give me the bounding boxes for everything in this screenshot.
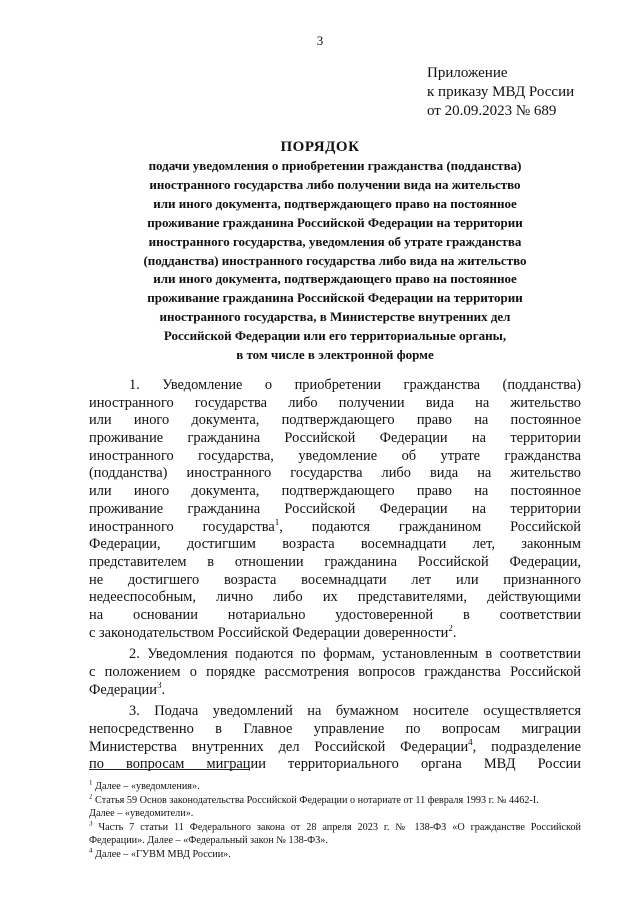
body-line: или иного документа, подтверждающего право на постоянное (89, 412, 581, 429)
subtitle-line: иностранного государства либо получении вида на жительство (149, 176, 521, 192)
subtitle-line: иностранного государства, уведомления об утрате гражданства (148, 233, 522, 249)
body-line: проживание гражданина Российской Федерации на территории (89, 430, 581, 447)
subtitle-line: проживание гражданина Российской Федерации на территории (147, 214, 523, 230)
footnote-text: Федерации». Далее – «Федеральный закон № 138-ФЗ». (89, 835, 328, 846)
footnote (89, 794, 581, 808)
document-body (89, 377, 581, 774)
subtitle-line: проживание гражданина Российской Федерации на территории (147, 290, 523, 306)
body-line: с положением о порядке рассмотрения вопросов гражданства Российской (89, 664, 581, 680)
body-text: Министерства внутренних дел Российской Федерации (89, 738, 469, 755)
body-line (89, 739, 581, 757)
body-line: по вопросам миграции территориального органа МВД России (89, 756, 581, 773)
body-line: представителем в отношении гражданина Российской Федерации, (89, 553, 581, 570)
page-number: 3 (316, 33, 324, 48)
body-text: , подразделение (472, 738, 581, 755)
subtitle-line: иностранного государства, в Министерстве внутренних дел (159, 309, 511, 325)
paragraph-2 (89, 646, 581, 699)
document-subtitle (75, 157, 595, 365)
footnote-text: Далее – «уведомления». (95, 781, 200, 792)
document-title: ПОРЯДОК (280, 139, 360, 155)
footnotes (89, 780, 581, 861)
body-line: недееспособным, лично либо их представителями, действующими (89, 589, 581, 606)
subtitle-line: в том числе в электронной форме (236, 347, 434, 363)
body-line: проживание гражданина Российской Федерации на территории (89, 500, 581, 517)
paragraph-3 (89, 703, 581, 774)
body-line: на основании нотариально удостоверенной в соответствии (89, 606, 581, 623)
footnote-mark: 3 (89, 820, 93, 828)
footnote-ref: 2 (448, 624, 453, 633)
appendix-line: от 20.09.2023 № 689 (427, 103, 557, 119)
appendix-line: Приложение (427, 65, 508, 81)
body-line: 3. Подача уведомлений на бумажном носителе осуществляется (129, 703, 581, 720)
footnote (89, 821, 581, 835)
appendix-header (427, 64, 574, 121)
footnote-mark: 2 (89, 793, 93, 801)
body-line: иностранного государства либо получении вида на жительство (89, 394, 581, 411)
subtitle-line: Российской Федерации или его территориальные органы, (163, 328, 507, 344)
footnote-ref: 4 (468, 738, 473, 747)
body-text: с законодательством Российской Федерации доверенности (89, 624, 449, 641)
footnote-text: Статья 59 Основ законодательства Российской Федерации о нотариате от 11 февраля 1993 г. № 4462-I. (95, 794, 539, 806)
footnote (89, 848, 581, 862)
body-text: . (452, 624, 457, 641)
subtitle-line: подачи уведомления о приобретении гражданства (подданства) (148, 158, 522, 173)
footnote-ref: 1 (274, 518, 280, 527)
footnote (89, 780, 581, 794)
subtitle-line: или иного документа, подтверждающего право на постоянное (153, 271, 517, 287)
body-text: . (161, 681, 166, 698)
body-line: 2. Уведомления подаются по формам, установленным в соответствии (129, 646, 581, 663)
footnote-mark: 4 (89, 847, 93, 855)
footnote-text: Далее – «ГУВМ МВД России». (95, 848, 231, 860)
body-text: , подаются гражданином Российской (279, 518, 581, 535)
body-line: Федерации, достигшим возраста восемнадцати лет, законным (89, 536, 581, 553)
subtitle-line: или иного документа, подтверждающего право на постоянное (153, 195, 517, 211)
paragraph-1 (89, 377, 581, 642)
body-text: иностранного государства (89, 518, 275, 535)
body-line: 1. Уведомление о приобретении гражданства (подданства) (129, 377, 581, 393)
footnote-divider (89, 769, 249, 770)
footnote-mark: 1 (89, 780, 93, 787)
footnote-ref: 3 (156, 681, 162, 690)
body-line (89, 682, 581, 700)
footnote-text: Часть 7 статьи 11 Федерального закона от 28 апреля 2023 г. № 138-ФЗ «О гражданстве Российской (98, 821, 581, 833)
body-line (89, 625, 581, 643)
body-line: непосредственно в Главное управление по вопросам миграции (89, 721, 581, 738)
body-line: или иного документа, подтверждающего право на постоянное (89, 483, 581, 500)
body-line: (подданства) иностранного государства либо вида на жительство (89, 465, 581, 482)
appendix-line: к приказу МВД России (427, 84, 575, 100)
subtitle-line: (подданства) иностранного государства либо вида на жительство (143, 252, 527, 268)
body-text: Федерации (89, 681, 157, 698)
body-line: не достигшего возраста восемнадцати лет или признанного (89, 571, 581, 588)
footnote-text: Далее – «уведомители». (89, 808, 194, 819)
body-line: иностранного государства, уведомление об утрате гражданства (89, 447, 581, 464)
body-line (89, 519, 581, 537)
